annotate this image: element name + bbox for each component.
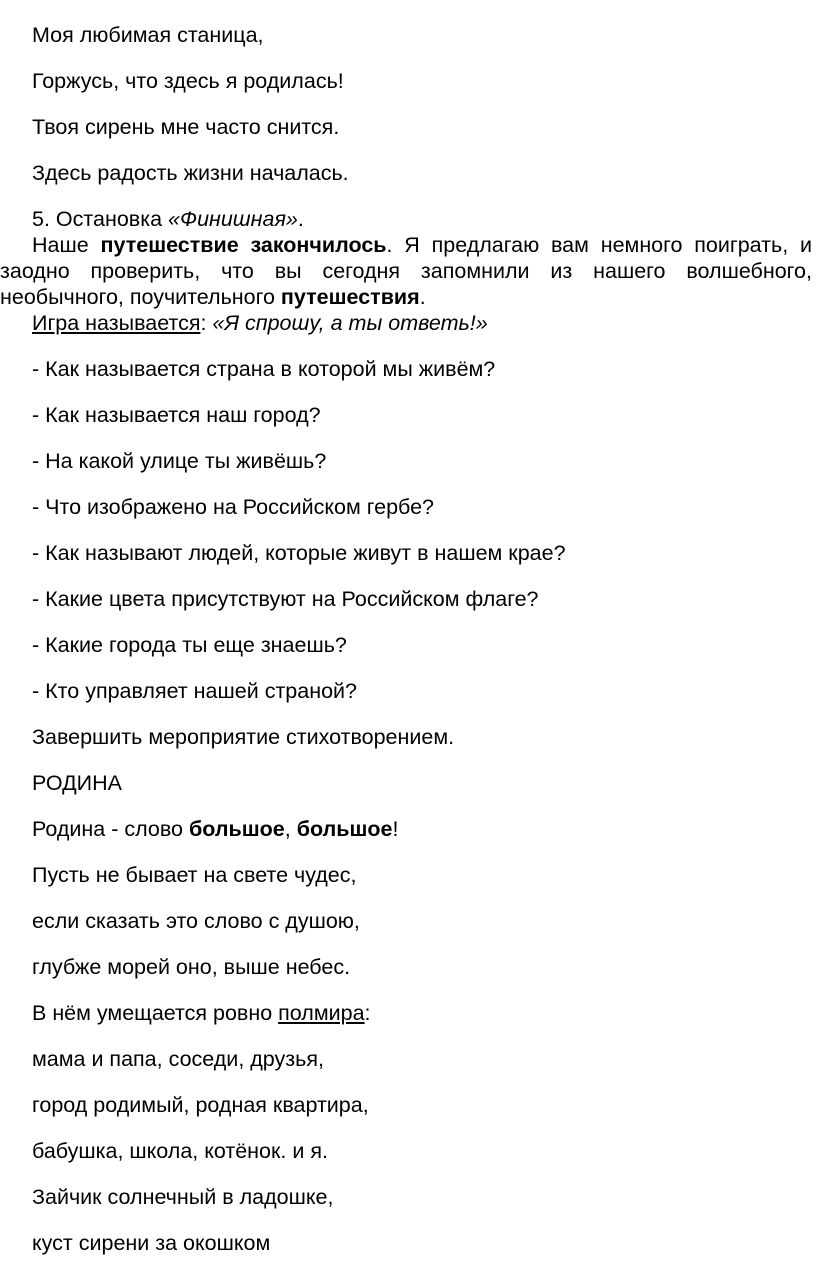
poem-title: РОДИНА [32, 771, 122, 795]
poem-line [32, 816, 398, 842]
poem-line: Здесь радость жизни началась. [32, 161, 349, 185]
poem-line: город родимый, родная квартира, [32, 1093, 369, 1117]
question-item: - Что изображено на Российском гербе? [32, 495, 435, 519]
game-title: «Я спрошу, а ты ответь!» [212, 311, 488, 335]
stop-suffix: . [297, 207, 304, 231]
question-item: - Какие города ты еще знаешь? [32, 633, 347, 657]
poem-text: , [284, 817, 297, 841]
poem-line: если сказать это слово с душою, [32, 909, 360, 933]
stop-prefix: 5. Остановка [32, 207, 169, 231]
question-item: - Как называется наш город? [32, 403, 321, 427]
intro-paragraph [0, 232, 812, 310]
question-item: - Как называется страна в которой мы живём? [32, 357, 496, 381]
poem-line [32, 1000, 371, 1026]
poem-line: мама и папа, соседи, друзья, [32, 1047, 324, 1071]
stop-heading [32, 206, 304, 232]
paragraph-bold: путешествие закончилось [100, 233, 387, 257]
closing-line: Завершить мероприятие стихотворением. [32, 725, 455, 749]
question-item: - Как называют людей, которые живут в нашем крае? [32, 541, 566, 565]
poem-text: ! [392, 817, 399, 841]
question-item: - Какие цвета присутствуют на Российском флаге? [32, 587, 539, 611]
poem-line: Твоя сирень мне часто снится. [32, 115, 340, 139]
poem-line: Моя любимая станица, [32, 23, 264, 47]
poem-line: Пусть не бывает на свете чудес, [32, 863, 357, 887]
game-label: Игра называется [32, 311, 201, 335]
poem-line: Горжусь, что здесь я родилась! [32, 69, 344, 93]
poem-text: Родина - слово [32, 817, 189, 841]
poem-bold: большое [188, 817, 285, 841]
poem-text: : [364, 1001, 371, 1025]
poem-line: бабушка, школа, котёнок. и я. [32, 1139, 328, 1163]
paragraph-text: . [419, 285, 426, 309]
poem-line: глубже морей оно, выше небес. [32, 955, 351, 979]
poem-bold: большое [296, 817, 393, 841]
question-item: - Кто управляет нашей страной? [32, 679, 358, 703]
game-colon: : [200, 311, 213, 335]
game-title-line [32, 310, 488, 336]
poem-underline: полмира [278, 1001, 365, 1025]
poem-line: куст сирени за окошком [32, 1231, 271, 1255]
paragraph-bold: путешествия [280, 285, 420, 309]
question-item: - На какой улице ты живёшь? [32, 449, 327, 473]
poem-line: Зайчик солнечный в ладошке, [32, 1185, 334, 1209]
poem-text: В нём умещается ровно [32, 1001, 279, 1025]
stop-name: «Финишная» [168, 207, 298, 231]
paragraph-text: . Я предлагаю вам немного поиграть, и заодно проверить, что вы сегодня запомнили из нашего волшебного, необычного, поучительного [0, 233, 812, 309]
paragraph-text: Наше [32, 233, 101, 257]
